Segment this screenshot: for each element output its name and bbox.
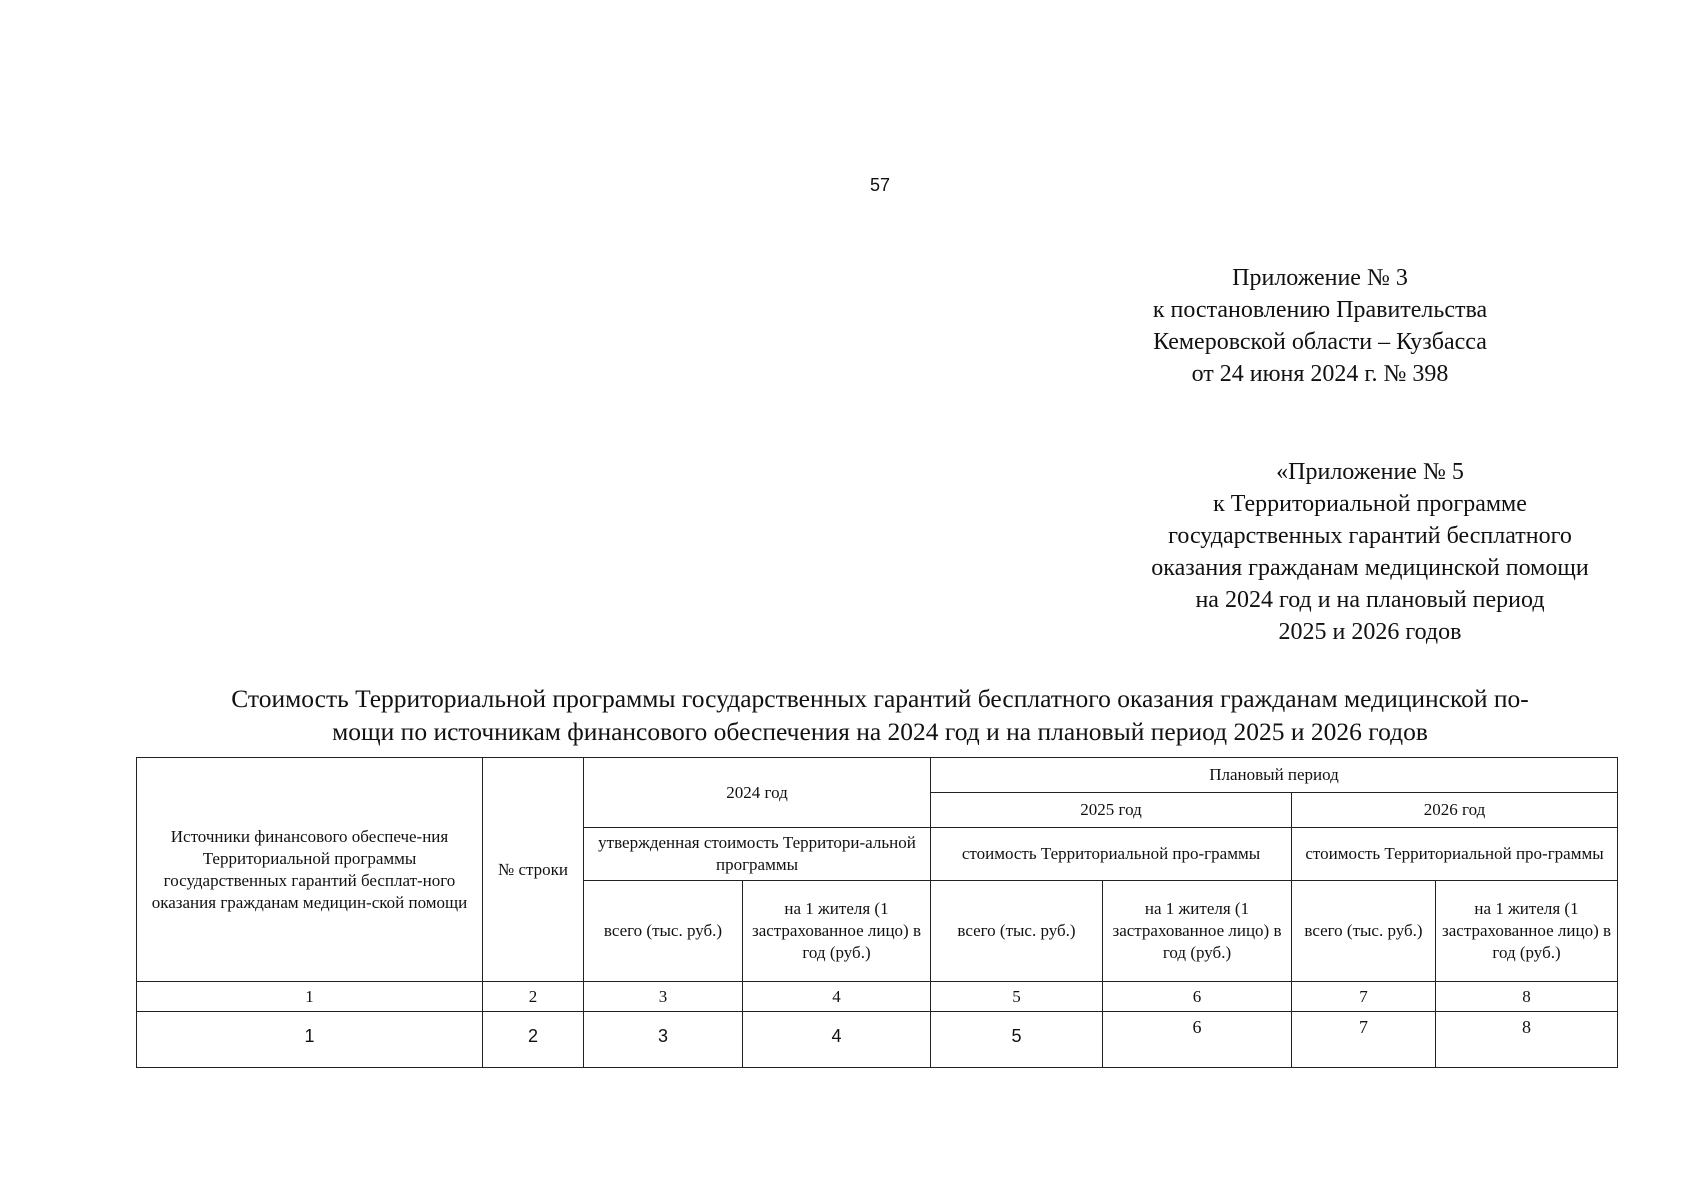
appendix-5-line: 2025 и 2026 годов [1278,619,1462,645]
title-line: Стоимость Территориальной программы государственных гарантий бесплатного оказания гражданам медицинской по- [231,684,1529,713]
source-header-cell: Источники финансового обеспече-ния Территориальной программы государственных гарантий бесплат-ного оказания гражданам медицин-ской помощи [137,758,483,982]
total-header: всего (тыс. руб.) [584,881,743,982]
per-resident-header: на 1 жителя (1 застрахованное лицо) в год (руб.) [743,881,931,982]
year-2024-header: 2024 год [584,758,931,828]
total-header: всего (тыс. руб.) [931,881,1103,982]
document-title [140,682,1620,748]
column-number-cell: 2 [483,982,584,1012]
title-line: мощи по источникам финансового обеспечения на 2024 год и на плановый период 2025 и 2026 годов [332,717,1428,746]
table-cell: 7 [1292,1012,1436,1068]
appendix-5-line: «Приложение № 5 [1276,459,1464,485]
approved-cost-header: утвержденная стоимость Территори-альной программы [584,828,931,881]
appendix-3-line: к постановлению Правительства [1152,297,1488,323]
planning-period-header: Плановый период [931,758,1618,793]
column-number-row [137,982,1618,1012]
appendix-3-line: Кемеровской области – Кузбасса [1153,329,1487,355]
table-cell: 4 [743,1012,931,1068]
table-cell: 3 [584,1012,743,1068]
table-cell: 5 [931,1012,1103,1068]
per-resident-header: на 1 жителя (1 застрахованное лицо) в год (руб.) [1436,881,1618,982]
cost-table [136,757,1618,1068]
appendix-3-line: от 24 июня 2024 г. № 398 [1191,361,1449,387]
column-number-cell: 3 [584,982,743,1012]
column-number-cell: 8 [1436,982,1618,1012]
column-number-cell: 7 [1292,982,1436,1012]
appendix-5-line: на 2024 год и на плановый период [1195,587,1545,613]
appendix-3-header [1090,262,1550,390]
table-cell: 8 [1436,1012,1618,1068]
column-number-cell: 4 [743,982,931,1012]
appendix-5-line: оказания гражданам медицинской помощи [1151,555,1589,581]
appendix-5-header [1070,456,1670,648]
year-2026-header: 2026 год [1292,793,1618,828]
appendix-5-line: государственных гарантий бесплатного [1168,523,1572,549]
column-number-cell: 1 [137,982,483,1012]
appendix-3-line: Приложение № 3 [1232,265,1408,291]
per-resident-header: на 1 жителя (1 застрахованное лицо) в год (руб.) [1103,881,1292,982]
row-number-header-cell: № строки [483,758,584,982]
appendix-5-line: к Территориальной программе [1213,491,1527,517]
total-header: всего (тыс. руб.) [1292,881,1436,982]
table-cell: 2 [483,1012,584,1068]
year-2025-header: 2025 год [931,793,1292,828]
page-number: 57 [869,175,891,195]
table-cell: 6 [1103,1012,1292,1068]
cost-2026-header: стоимость Территориальной про-граммы [1292,828,1618,881]
table-cell: 1 [137,1012,483,1068]
table-row [137,1012,1618,1068]
column-number-cell: 6 [1103,982,1292,1012]
cost-2025-header: стоимость Территориальной про-граммы [931,828,1292,881]
column-number-cell: 5 [931,982,1103,1012]
header-row [137,758,1618,793]
